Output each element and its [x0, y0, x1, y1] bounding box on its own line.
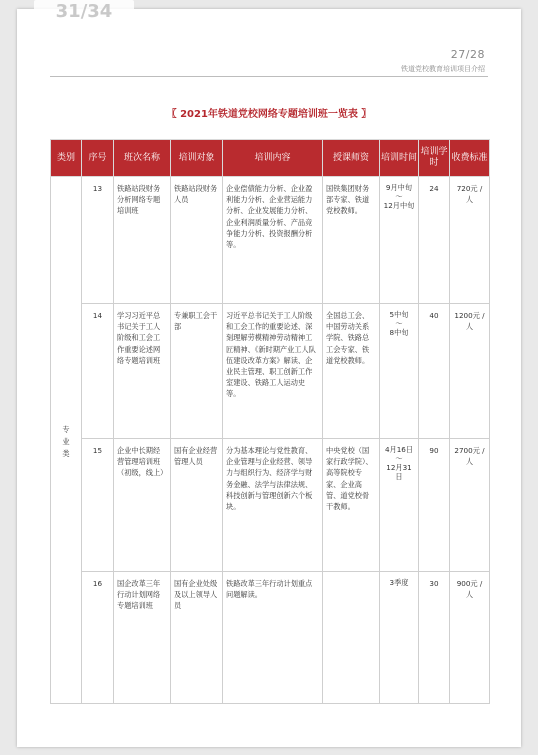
- target: 国有企业处级及以上领导人员: [171, 572, 223, 704]
- class-name: 铁路站段财务分析网络专题培训班: [114, 177, 171, 304]
- time-separator: ～: [395, 454, 403, 463]
- time-end: 8中旬: [389, 328, 409, 337]
- content: 铁路改革三年行动计划重点问题解读。: [223, 572, 323, 704]
- class-name: 企业中长期经营管理培训班（初级，线上）: [114, 439, 171, 572]
- header-divider: [50, 76, 488, 77]
- teachers: [323, 572, 380, 704]
- header-subtitle: 铁道党校教育培训项目介绍: [401, 65, 485, 73]
- fee: 2700元 / 人: [450, 439, 490, 572]
- document-title: 〖 2021年铁道党校网络专题培训班一览表 〗: [166, 109, 372, 120]
- training-table: [50, 139, 490, 704]
- fee: 900元 / 人: [450, 572, 490, 704]
- content: 分为基本理论与党性教育、企业管理与企业经营、领导力与组织行为、经济学与财务金融、法学与法律法规、科技创新与管理创新六个板块。: [223, 439, 323, 572]
- category-cell: [51, 177, 82, 704]
- table-header-row: [51, 140, 490, 177]
- col-header-teachers: 授课师资: [323, 140, 380, 177]
- class-name: 学习习近平总书记关于工人阶级和工会工作重要论述网络专题培训班: [114, 304, 171, 439]
- hours: 90: [419, 439, 450, 572]
- time-end: 12月31日: [386, 463, 412, 481]
- table-row: [51, 439, 490, 572]
- hours: 40: [419, 304, 450, 439]
- table-row: [51, 304, 490, 439]
- content: 习近平总书记关于工人阶级和工会工作的重要论述、深刻理解劳模精神劳动精神工匠精神、《新时期产业工人队伍建设改革方案》解读、企业民主管理、职工创新工作室建设、铁路工人运动史等。: [223, 304, 323, 439]
- time-start: 5中旬: [389, 310, 409, 319]
- target: 专兼职工会干部: [171, 304, 223, 439]
- time-start: 9月中旬: [385, 183, 413, 192]
- content: 企业偿债能力分析、企业盈利能力分析、企业营运能力分析、企业发展能力分析、企业利润质量分析、产品竞争能力分析、投资报酬分析等。: [223, 177, 323, 304]
- time-end: 12月中旬: [383, 201, 415, 210]
- col-header-fee: 收费标准: [450, 140, 490, 177]
- time-cell: [380, 439, 419, 572]
- hours: 24: [419, 177, 450, 304]
- hours: 30: [419, 572, 450, 704]
- col-header-number: 序号: [82, 140, 114, 177]
- time-start: 3季度: [389, 578, 409, 587]
- target: 国有企业经营管理人员: [171, 439, 223, 572]
- col-header-content: 培训内容: [223, 140, 323, 177]
- time-separator: ～: [395, 192, 403, 201]
- time-start: 4月16日: [384, 445, 414, 454]
- row-number: 14: [82, 304, 114, 439]
- time-separator: ～: [395, 319, 403, 328]
- time-cell: [380, 572, 419, 704]
- category-label: 专业类: [62, 425, 70, 458]
- row-number: 16: [82, 572, 114, 704]
- class-name: 国企改革三年行动计划网络专题培训班: [114, 572, 171, 704]
- table-row: [51, 572, 490, 704]
- header-page-number: 27/28: [450, 48, 485, 61]
- row-number: 15: [82, 439, 114, 572]
- teachers: 中央党校（国家行政学院）、高等院校专家、企业高管、道党校骨干教师。: [323, 439, 380, 572]
- row-number: 13: [82, 177, 114, 304]
- target: 铁路站段财务人员: [171, 177, 223, 304]
- table-row: [51, 177, 490, 304]
- fee: 1200元 / 人: [450, 304, 490, 439]
- fee: 720元 / 人: [450, 177, 490, 304]
- teachers: 全国总工会、中国劳动关系学院、铁路总工会专家、铁道党校教师。: [323, 304, 380, 439]
- page-indicator: 31/34: [34, 0, 134, 22]
- col-header-hours: 培训学时: [419, 140, 450, 177]
- col-header-category: 类别: [51, 140, 82, 177]
- col-header-class-name: 班次名称: [114, 140, 171, 177]
- col-header-time: 培训时间: [380, 140, 419, 177]
- time-cell: [380, 177, 419, 304]
- col-header-target: 培训对象: [171, 140, 223, 177]
- teachers: 国铁集团财务部专家、铁道党校教师。: [323, 177, 380, 304]
- time-cell: [380, 304, 419, 439]
